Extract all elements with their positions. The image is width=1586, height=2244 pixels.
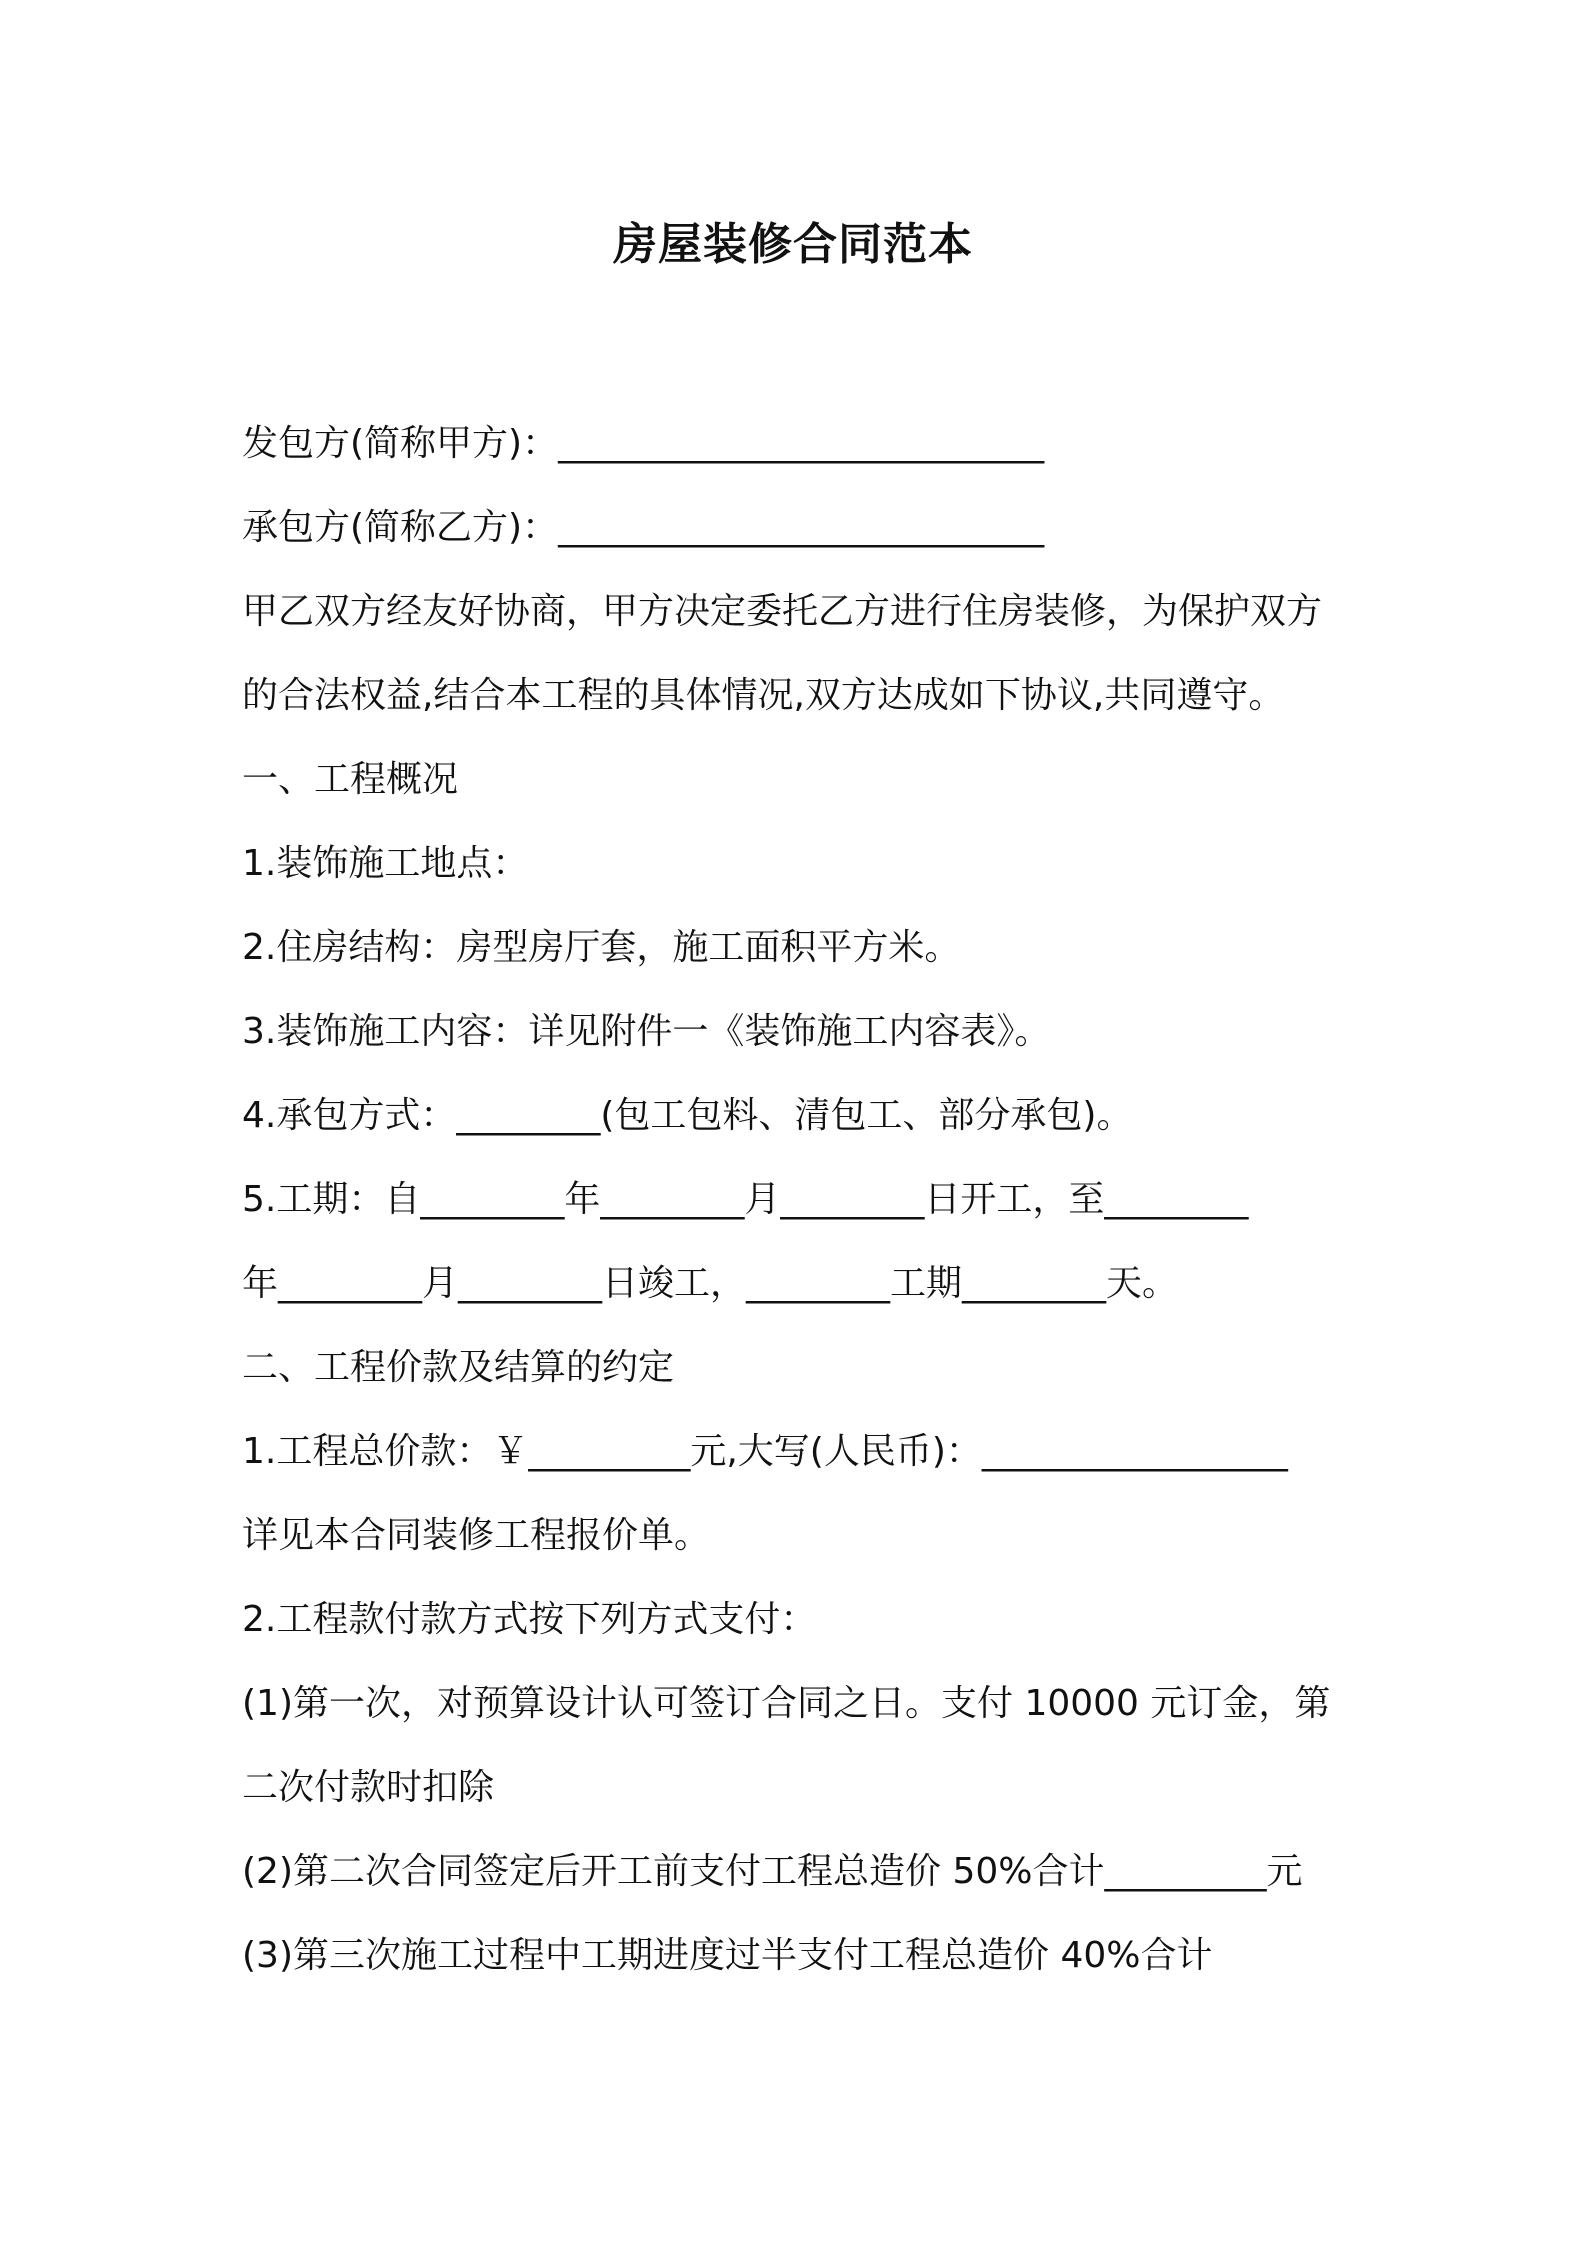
clause-1-2: 2.住房结构：房型房厅套，施工面积平方米。 [242,927,961,968]
clause-2-1-line-1: 1.工程总价款：￥_________元,大写(人民币)：_________________ [242,1431,1288,1472]
section-1-heading: 一、工程概况 [242,759,459,800]
clause-2-2: 2.工程款付款方式按下列方式支付： [242,1599,817,1640]
clause-1-5-line-1: 5.工期：自________年________月________日开工，至________ [242,1179,1249,1220]
section-2-heading: 二、工程价款及结算的约定 [242,1347,675,1388]
clause-2-1-line-2: 详见本合同装修工程报价单。 [242,1515,711,1556]
payment-2: (2)第二次合同签定后开工前支付工程总造价 50%合计_________元 [242,1851,1303,1892]
payment-1-line-2: 二次付款时扣除 [242,1767,495,1808]
clause-1-5-line-2: 年________月________日竣工，________工期________天。 [242,1263,1179,1304]
payment-3: (3)第三次施工过程中工期进度过半支付工程总造价 40%合计 [242,1935,1213,1976]
preamble-line-1: 甲乙双方经友好协商，甲方决定委托乙方进行住房装修，为保护双方 [242,591,1323,632]
clause-1-3: 3.装饰施工内容：详见附件一《装饰施工内容表》。 [242,1011,1051,1052]
clause-1-4: 4.承包方式：________(包工包料、清包工、部分承包)。 [242,1095,1133,1136]
payment-1-line-1: (1)第一次，对预算设计认可签订合同之日。支付 10000 元订金，第 [242,1683,1331,1724]
preamble-line-2: 的合法权益,结合本工程的具体情况,双方达成如下协议,共同遵守。 [242,675,1285,716]
document-title: 房屋装修合同范本 [613,219,973,270]
party-b-line: 承包方(简称乙方)：___________________________ [242,507,1045,548]
clause-1-1: 1.装饰施工地点： [242,843,529,884]
party-a-line: 发包方(简称甲方)：___________________________ [242,423,1045,464]
